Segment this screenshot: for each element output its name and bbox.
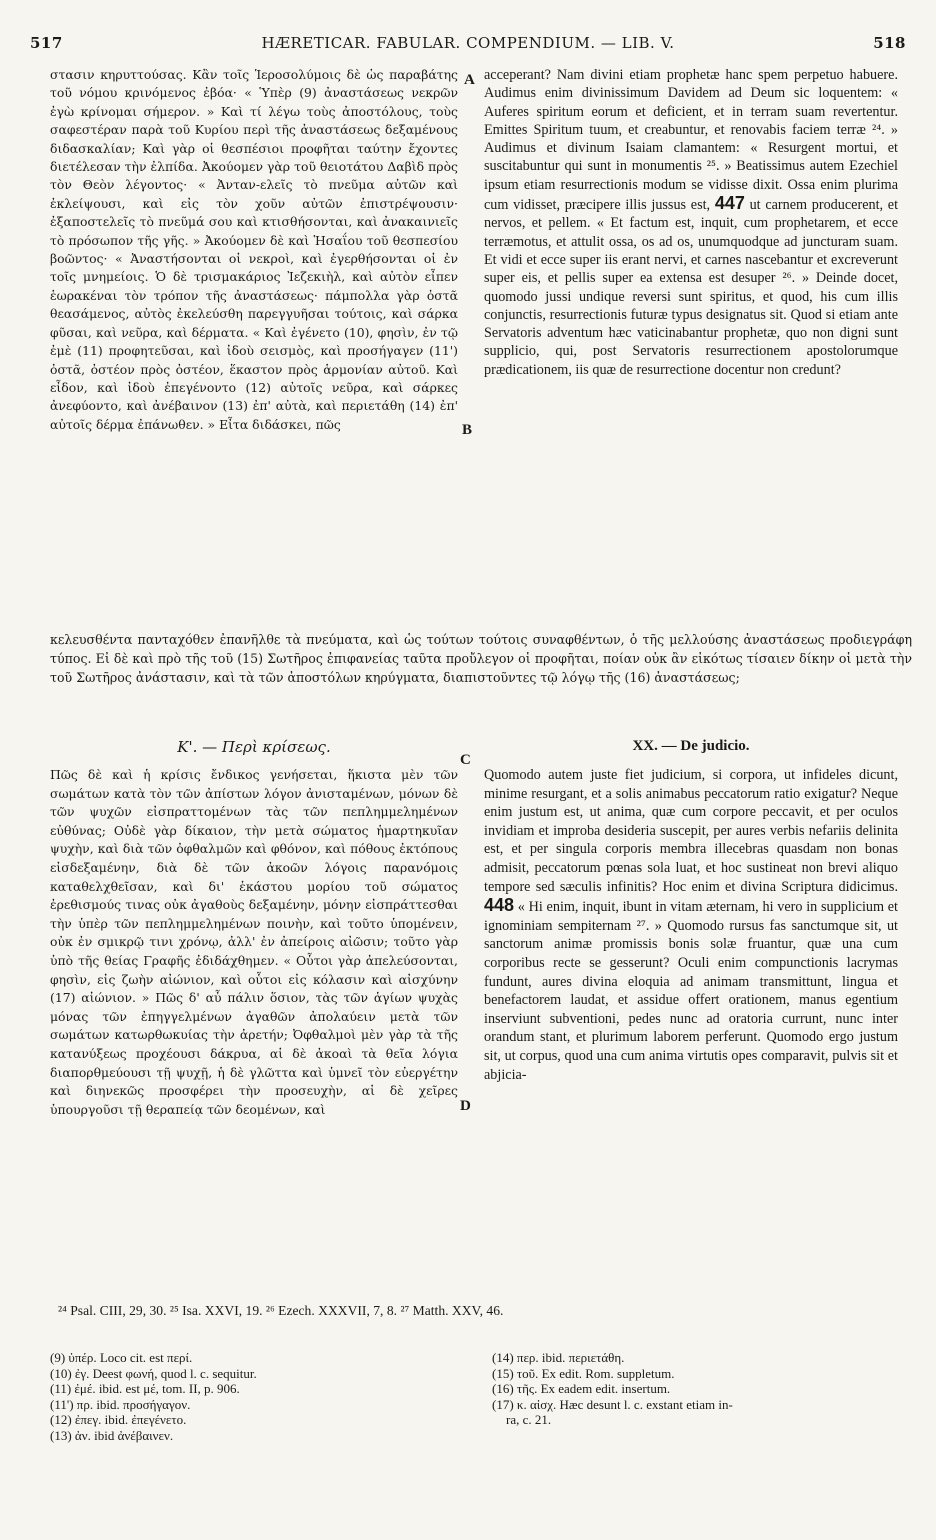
section-heading-greek: Κ'. — Περὶ κρίσεως. — [177, 738, 331, 756]
note-item: (14) περ. ibid. περιετάθη. — [492, 1350, 625, 1365]
full-width-greek: κελευσθέντα πανταχόθεν ἐπανῆλθε τὰ πνεύματα, καὶ ὡς τούτων τούτοις συναφθέντων, ὁ τῆς μελλούσης ἀναστάσεως προδιεγράφη τύπος. Εἰ δὲ καὶ πρὸ τῆς τοῦ (15) Σωτῆρος ἐπιφανείας ταῦτα προὔλεγον οἱ προφῆται, ποίαν οὐκ ἂν εἰκότως τίσαιεν δίκην οἱ μετὰ τὴν τοῦ Σωτῆρος ἀνάστασιν, καὶ τὰ τῶν ἀποστόλων κηρύγματα, διαπιστοῦντες τῷ λόγῳ τῆς (16) ἀναστάσεως; — [50, 632, 912, 685]
note-item: (9) ὑπέρ. Loco cit. est περί. — [50, 1350, 193, 1365]
lower-latin-text — [484, 766, 898, 1084]
running-title: HÆRETICAR. FABULAR. COMPENDIUM. — LIB. V. — [261, 34, 675, 52]
note-item: (10) ἐγ. Deest φωνή, quod l. c. sequitur. — [50, 1365, 257, 1381]
margin-letter-b: B — [462, 422, 473, 438]
running-header — [30, 34, 906, 58]
upper-greek-column — [50, 66, 458, 434]
margin-letter-d: D — [460, 1098, 471, 1114]
note-item: (17) κ. αἰσχ. Hæc desunt l. c. exstant etiam in- — [492, 1396, 733, 1412]
note-item: (11') πρ. ibid. προσήγαγον. — [50, 1396, 191, 1412]
margin-letter-c: C — [460, 752, 471, 768]
page-number-left: 517 — [30, 34, 63, 52]
upper-latin-column — [484, 66, 898, 379]
upper-latin-post: ut carnem producerent, et nervos, et pellem. « Et factum est, inquit, cum prophetarem, et ecce terræmotus, et attulit ossa, os ad os, unumquodque ad juncturam suam. Et vidi et ecce super iis erant nervi, et carnes nascebantur et excreverunt super eis, et pellis super ea extensa est desuper ²⁶. » Deinde docet, quomodo jussi undique reversi sunt spiritus, et quod, his cum illis conjunctis, resurrectionis futuræ typus designatus sit. Quod si etiam ante Servatoris adventum hæc vaticinabantur prophetæ, quo non digni sunt supplicio, qui, post Servatoris resurrectionem apostolorumque prædicationem, iis quæ de resurrectione docentur non credunt? — [484, 197, 899, 378]
column-number-447: 447 — [714, 193, 745, 214]
scripture-references: ²⁴ Psal. CIII, 29, 30. ²⁵ Isa. XXVI, 19. ²⁶ Ezech. XXXVII, 7, 8. ²⁷ Matth. XXV, 46. — [58, 1303, 504, 1318]
upper-latin-pre: acceperant? Nam divini etiam prophetæ hanc spem perpetuo habuere. Audimus enim divinissimum Davidem ad Deum sic loquentem: « Auferes spiritum eorum et deficient, et in terram suam revertentur. Emittes Spiritum tuum, et creabuntur, et renovabis faciem terræ ²⁴. » Audimus et divinum Isaiam clamantem: « Resurgent mortui, et suscitabuntur qui sunt in monumentis ²⁵. » Beatissimus autem Ezechiel ipsum etiam resurrectionis modum se vidisse dixit. Ossa enim plurima cum vidisset, præcipere illis jussus est, — [484, 67, 898, 214]
column-number-448: 448 — [484, 895, 515, 916]
lower-latin-pre: Quomodo autem juste fiet judicium, si corpora, ut infideles dicunt, minime resurgant, et a solis animabus peccatorum ratio exigatur? Neque enim justum est, ut anima, quæ cum corpore peccavit, et per oculos invidiam et improba desideria suscepit, per aures verbis nefariis delinita est, et per singula corporis membra illecebras quasdam non bonas admisit, peccatorum pœnas sola luat, et hoc sustineat non brevi aliquo tempore sed sæculis infinitis? Hoc enim et divina Scriptura didicimus. — [484, 767, 898, 895]
lower-latin-column — [484, 766, 898, 1084]
section-heading-latin: XX. — De judicio. — [632, 738, 750, 754]
upper-greek-text: στασιν κηρυττούσας. Κἂν τοῖς Ἱεροσολύμοις δὲ ὡς παραβάτης τοῦ νόμου κρινόμενος ἐβόα· « Ὑπὲρ (9) ἀναστάσεως νεκρῶν ἐγὼ κρίνομαι σήμερον. » Καὶ τί λέγω τοὺς ἀποστόλους, τοὺς σαφεστέραν παρὰ τοῦ Κυρίου περὶ τῆς ἀναστάσεως δεξαμένους διδασκαλίαν; Καὶ γὰρ οἱ θεσπέσιοι προφῆται ταύτην ἔχοντες διετέλεσαν τὴν ἐλπίδα. Ἀκούομεν γὰρ τοῦ θειοτάτου Δαβὶδ πρὸς τὸν Θεὸν λέγοντος· « Ἀνταν-ελεῖς τὸ πνεῦμα αὐτῶν καὶ ἐκλείψουσι, καὶ εἰς τὸν χοῦν αὐτῶν ἐπιστρέψουσιν· ἐξαποστελεῖς τὸ πνεῦμά σου καὶ κτισθήσονται, καὶ ἀνακαινιεῖς τὸ πρόσωπον τῆς γῆς. » Ἀκούομεν δὲ καὶ Ἡσαΐου τοῦ θεσπεσίου βοῶντος· « Ἀναστήσονται οἱ νεκροὶ, καὶ ἐγερθήσονται οἱ ἐν τοῖς μνημείοις. Ὁ δὲ τρισμακάριος Ἰεζεκιὴλ, καὶ αὐτὸν εἶπεν ἑωρακέναι τὸν τρόπον τῆς ἀναστάσεως· πάμπολλα γὰρ ὀστᾶ θεασάμενος, αὐτὸς ἐκελεύσθη παρεγγυῆσαι τούτοις, καὶ σάρκα φῦσαι, καὶ νεῦρα, καὶ δέρματα. « Καὶ ἐγένετο (10), φησὶν, ἐν τῷ ἐμὲ (11) προφητεῦσαι, καὶ ἰδοὺ σεισμὸς, καὶ προσήγαγεν (11') ὀστᾶ, ὀστέον πρὸς ὀστέον, ἕκαστον πρὸς ἁρμονίαν αὐτοῦ. Καὶ εἶδον, καὶ ἰδοὺ ἐπεγένοντο (12) αὐτοῖς νεῦρα, καὶ σάρκες ἀνεφύοντο, καὶ ἀνέβαινον (13) ἐπ' αὐτὰ, καὶ περιετάθη (14) ἐπ' αὐτοῖς δέρμα ἐπάνωθεν. » Εἶτα διδάσκει, πῶς — [50, 67, 458, 432]
page-number-right: 518 — [873, 34, 906, 52]
notes-left — [50, 1350, 470, 1444]
note-item: (15) τοῦ. Ex edit. Rom. suppletum. — [492, 1365, 675, 1381]
lower-latin-post: « Hi enim, inquit, ibunt in vitam æternam, hi vero in supplicium et ignominiam sempiternam ²⁷. » Quomodo rursus fas sanctumque sit, ut sanctorum animæ promissis bonis solæ fruantur, quæ una cum corporibus recte se gesserunt? Oculi enim compunctionis lacrymas fundunt, aures divina eloquia ad animam transmittunt, lingua et benefactorem laudat, et assidue offert orationem, manus egentium inserviunt subventioni, pedes nunc ad oratoria currunt, nunc inter orandum stant, et plurimum laborem perferunt. Quomodo ergo justum sit, ut corpus, quod una cum anima virtutis opes comparavit, pulvis sit et abjicia- — [484, 899, 898, 1083]
note-item: (16) τῆς. Ex eadem edit. insertum. — [492, 1381, 671, 1397]
margin-letter-a: A — [464, 72, 475, 88]
note-item: ra, c. 21. — [506, 1412, 552, 1428]
lower-greek-column — [50, 766, 458, 1119]
note-item: (12) ἐπεγ. ibid. ἐπεγένετο. — [50, 1412, 187, 1428]
upper-latin-text — [484, 66, 898, 379]
note-item: (13) ἀν. ibid ἀνέβαινεν. — [50, 1427, 174, 1443]
notes-right — [492, 1350, 902, 1428]
lower-greek-text: Πῶς δὲ καὶ ἡ κρίσις ἔνδικος γενήσεται, ἥκιστα μὲν τῶν σωμάτων κατὰ τὸν τῶν ἀπίστων λόγον ἀνισταμένων, μόνων δὲ τῶν ψυχῶν εἰσπραττομένων τὰς τῶν πεπλημμελημένων εὐθύνας; Οὐδὲ γὰρ δίκαιον, τὴν μετὰ σώματος ἡμαρτηκυῖαν ψυχὴν, καὶ διὰ τῶν ὀφθαλμῶν καὶ φθόνον, καὶ πόθους ἐκτόπους εἰσδεξαμένην, διὰ δὲ τῶν ἀκοῶν λόγοις παρανόμοις καταθελχθεῖσαν, καὶ δι' ἑκάστου μορίου τοῦ σώματος ἐρεθισμούς τινας οὐκ ἀγαθοὺς δεξαμένην, μόνην εἰσπράττεσθαι τὴν ὑπὲρ τῶν πεπλημμελημένων ποινὴν, καὶ τοῦτο ὑπομένειν, οὐκ ἐν σμικρῷ τινι χρόνῳ, ἀλλ' ἐν ἀπείροις αἰῶσιν; τοῦτο γὰρ ὑπὸ τῆς θείας Γραφῆς ἐδιδάχθημεν. « Οὗτοι γὰρ ἀπελεύσονται, φησὶν, εἰς ζωὴν αἰώνιον, καὶ οὗτοι εἰς κόλασιν καὶ αἰσχύνην (17) αἰώνιον. » Πῶς δ' αὖ πάλιν ὅσιον, τὰς τῶν ἁγίων ψυχὰς μόνας τῶν ἐπηγγελμένων ἀγαθῶν ἀπολαύειν μετὰ τῶν σωμάτων κατωρθωκυίας τὴν ἀρετήν; Ὀφθαλμοὶ μὲν γὰρ τὰ τῆς κατανύξεως προχέουσι δάκρυα, αἱ δὲ ἀκοαὶ τὰ θεῖα λόγια διαπορθμεύουσι τῇ ψυχῇ, ἡ δὲ γλῶττα καὶ ὑμνεῖ τὸν εὐεργέτην καὶ διηνεκῶς προσφέρει τὴν προσευχὴν, αἱ δὲ χεῖρες ὑπουργοῦσι τῇ θεραπείᾳ τῶν δεομένων, καὶ — [50, 767, 458, 1117]
note-item: (11) ἐμέ. ibid. est μέ, tom. II, p. 906. — [50, 1381, 240, 1397]
